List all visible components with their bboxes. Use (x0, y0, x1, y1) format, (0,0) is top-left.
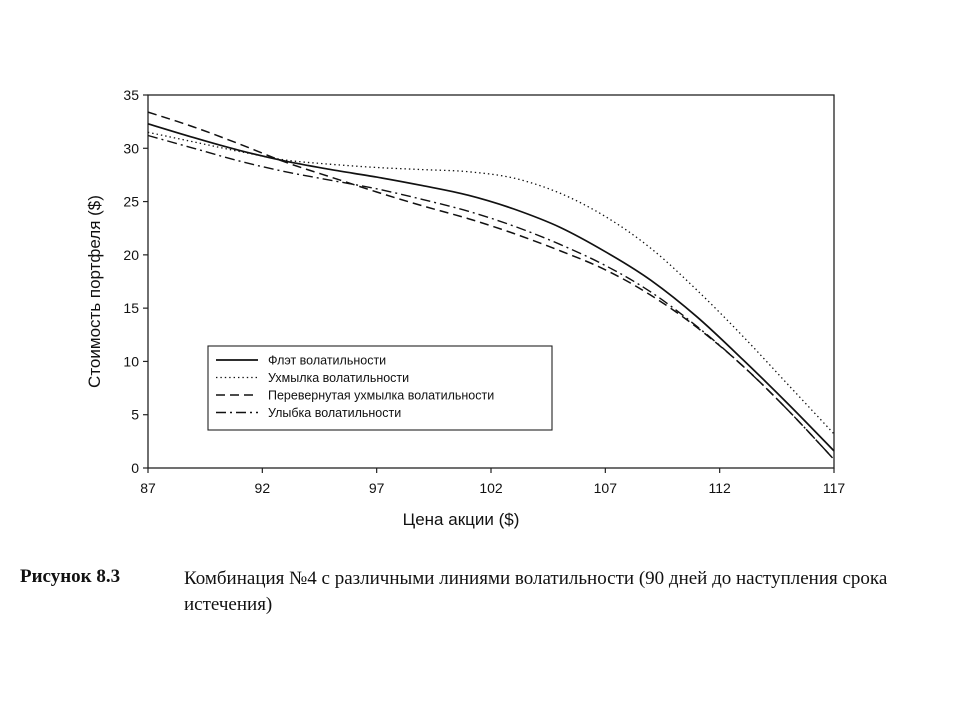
x-tick-label: 117 (822, 480, 846, 496)
plot-area (85, 87, 845, 529)
legend-label-2: Ухмылка волатильности (268, 371, 410, 385)
y-tick-label: 35 (123, 87, 139, 103)
y-axis-title: Стоимость портфеля ($) (85, 195, 104, 388)
x-tick-label: 107 (593, 480, 618, 496)
y-tick-label: 20 (123, 246, 139, 263)
caption-text: Комбинация №4 с различными линиями волатильности (90 дней до наступления срока истечения) (184, 568, 888, 615)
y-tick-label: 25 (123, 193, 139, 210)
x-tick-label: 102 (479, 480, 503, 496)
legend-label-4: Улыбка волатильности (268, 406, 402, 420)
caption-label: Рисунок 8.3 (20, 566, 121, 587)
legend-label-3: Перевернутая ухмылка волатильности (268, 388, 495, 403)
x-tick-label: 112 (708, 480, 731, 496)
x-tick-label: 87 (140, 480, 156, 496)
x-tick-label: 97 (368, 480, 385, 496)
y-tick-label: 5 (131, 406, 139, 423)
y-tick-label: 10 (123, 353, 139, 370)
x-tick-label: 92 (254, 480, 271, 496)
y-tick-label: 30 (123, 140, 139, 157)
x-axis-title: Цена акции ($) (402, 510, 520, 529)
y-tick-label: 15 (123, 300, 139, 317)
y-tick-label: 0 (131, 460, 139, 476)
legend-label-1: Флэт волатильности (268, 353, 387, 368)
